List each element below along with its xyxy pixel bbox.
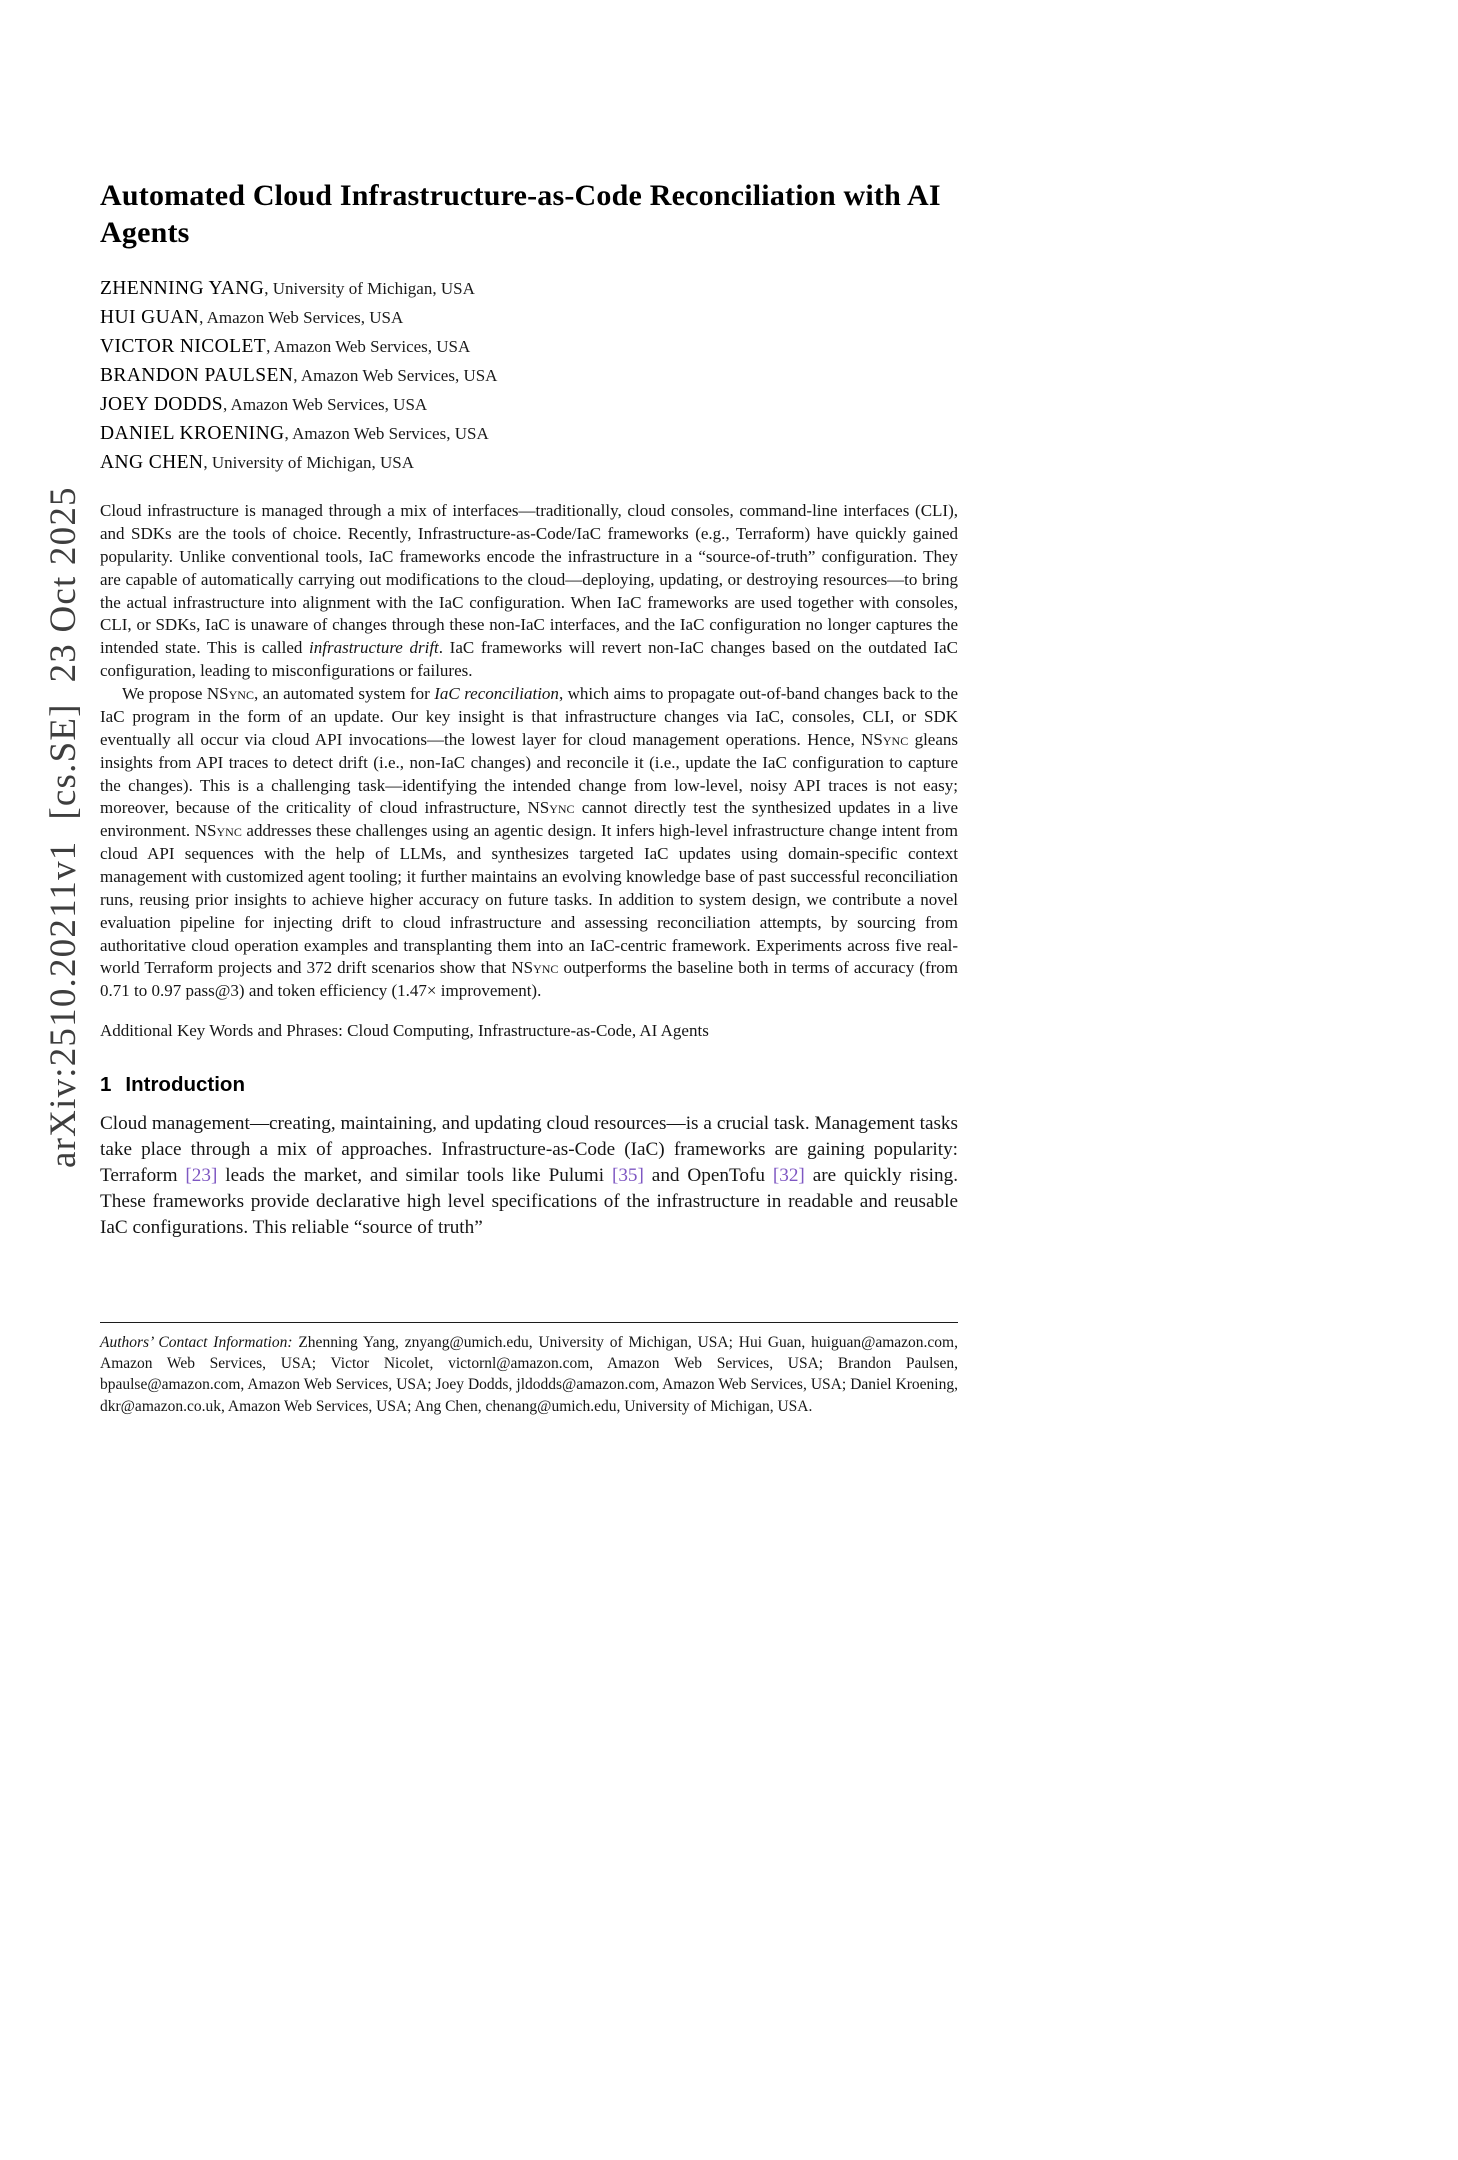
text-run: outperforms the baseline both in terms of accuracy (from 0.71 to 0.97 pass@3) and token efficiency (1.47× improvement).	[100, 958, 959, 1001]
contact-footnote	[100, 1322, 958, 1417]
author-row	[100, 275, 958, 304]
text-run: leads the market, and similar tools like Pulumi	[217, 1165, 612, 1187]
author-list	[100, 275, 958, 478]
section-number: 1	[100, 1072, 112, 1096]
text-run: NSync	[861, 729, 909, 749]
text-run: We propose	[122, 684, 207, 704]
author-row	[100, 362, 958, 391]
text-run: IaC reconciliation	[434, 684, 559, 704]
text-run: Authors’ Contact Information:	[100, 1334, 299, 1351]
text-run: . IaC frameworks will revert non-IaC changes based on the outdated IaC configuration, leading to misconfigurations or failures.	[100, 638, 958, 681]
text-run: and OpenTofu	[643, 1165, 773, 1187]
text-run: are quickly rising. These frameworks provide declarative high level specifications of the infrastructure in readable and reusable IaC configurations. This reliable “source of truth”	[100, 1165, 958, 1239]
text-run: , which aims to propagate out-of-band changes back to the IaC program in the form of an update. Our key insight is that infrastructure changes via IaC, consoles, CLI, or SDK eventually all occur via cloud API invocations—the lowest layer for cloud management operations. Hence,	[100, 684, 958, 749]
author-row	[100, 304, 958, 333]
citation-ref-32[interactable]: [32]	[772, 1165, 805, 1187]
text-run: NSync	[206, 684, 254, 704]
keywords-line: Additional Key Words and Phrases: Cloud Computing, Infrastructure-as-Code, AI Agents	[100, 1021, 709, 1041]
author-affiliation: , Amazon Web Services, USA	[293, 366, 498, 386]
author-affiliation: , Amazon Web Services, USA	[266, 337, 471, 357]
citation-ref-35[interactable]: [35]	[611, 1165, 644, 1187]
author-row	[100, 391, 958, 420]
author-affiliation: , University of Michigan, USA	[264, 279, 475, 299]
text-run: NSync	[527, 798, 575, 818]
citation-ref-23[interactable]: [23]	[185, 1165, 218, 1187]
arxiv-watermark: arXiv:2510.20211v1 [cs.SE] 23 Oct 2025	[43, 486, 84, 1168]
author-affiliation: , Amazon Web Services, USA	[223, 395, 428, 415]
paper-column	[100, 0, 958, 1241]
text-run: , an automated system for	[253, 684, 435, 704]
author-row	[100, 333, 958, 362]
author-name: DANIEL KROENING	[100, 423, 285, 445]
section-title: Introduction	[125, 1072, 245, 1096]
text-run: gleans insights from API traces to detect drift (i.e., non-IaC changes) and reconcile it (i.e., update the IaC configuration to capture the changes). This is a challenging task—identifying the intended change from low-level, noisy API traces is not easy; moreover, because of the criticality of cloud infrastructure,	[100, 729, 958, 818]
author-name: JOEY DODDS	[100, 394, 223, 416]
author-name: HUI GUAN	[100, 307, 200, 329]
text-run: NSync	[511, 958, 559, 978]
text-run: Zhenning Yang, znyang@umich.edu, University of Michigan, USA; Hui Guan, huiguan@amazon.com, Amazon Web Services, USA; Victor Nicolet, victornl@amazon.com, Amazon Web Services, USA; Brandon Paulsen, bpaulse@amazon.com, Amazon Web Services, USA; Joey Dodds, jldodds@amazon.com, Amazon Web Services, USA; Daniel Kroening, dkr@amazon.co.uk, Amazon Web Services, USA; Ang Chen, chenang@umich.edu, University of Michigan, USA.	[100, 1334, 958, 1415]
section-heading-introduction	[100, 1073, 958, 1097]
abstract-paragraph-2	[100, 683, 958, 1003]
author-name: BRANDON PAULSEN	[100, 365, 294, 387]
text-run: cannot directly test the synthesized updates in a live environment.	[100, 798, 958, 841]
author-row	[100, 420, 958, 449]
author-affiliation: , Amazon Web Services, USA	[199, 308, 404, 328]
text-run: Cloud management—creating, maintaining, and updating cloud resources—is a crucial task. Management tasks take place through a mix of approaches. Infrastructure-as-Code (IaC) frameworks are gaining popularity: Terraform	[100, 1112, 958, 1187]
author-row	[100, 449, 958, 478]
contact-footnote-text	[100, 1332, 958, 1417]
text-run: infrastructure drift	[309, 638, 439, 658]
author-affiliation: , Amazon Web Services, USA	[284, 424, 489, 444]
author-name: ANG CHEN	[100, 452, 204, 474]
author-name: VICTOR NICOLET	[100, 336, 267, 358]
introduction-paragraph	[100, 1111, 958, 1242]
paper-title: Automated Cloud Infrastructure-as-Code Reconciliation with AI Agents	[100, 179, 941, 249]
text-run: Cloud infrastructure is managed through a mix of interfaces—traditionally, cloud consoles, command-line interfaces (CLI), and SDKs are the tools of choice. Recently, Infrastructure-as-Code/IaC frameworks (e.g., Terraform) have quickly gained popularity. Unlike conventional tools, IaC frameworks encode the infrastructure in a “source-of-truth” configuration. They are capable of automatically carrying out modifications to the cloud—deploying, updating, or destroying resources—to bring the actual infrastructure into alignment with the IaC configuration. When IaC frameworks are used together with consoles, CLI, or SDKs, IaC is unaware of changes through these non-IaC interfaces, and the IaC configuration no longer captures the intended state. This is called	[100, 501, 958, 658]
abstract-paragraph-1	[100, 500, 958, 683]
text-run: addresses these challenges using an agentic design. It infers high-level infrastructure change intent from cloud API sequences with the help of LLMs, and synthesizes targeted IaC updates using domain-specific context management with customized agent tooling; it further maintains an evolving knowledge base of past successful reconciliation runs, reusing prior insights to achieve higher accuracy on future tasks. In addition to system design, we contribute a novel evaluation pipeline for injecting drift to cloud infrastructure and assessing reconciliation attempts, by sourcing from authoritative cloud operation examples and transplanting them into an IaC-centric framework. Experiments across five real-world Terraform projects and 372 drift scenarios show that	[100, 821, 958, 978]
text-run: NSync	[194, 821, 242, 841]
abstract	[100, 500, 958, 1003]
author-affiliation: , University of Michigan, USA	[203, 453, 414, 473]
author-name: ZHENNING YANG	[100, 278, 265, 300]
